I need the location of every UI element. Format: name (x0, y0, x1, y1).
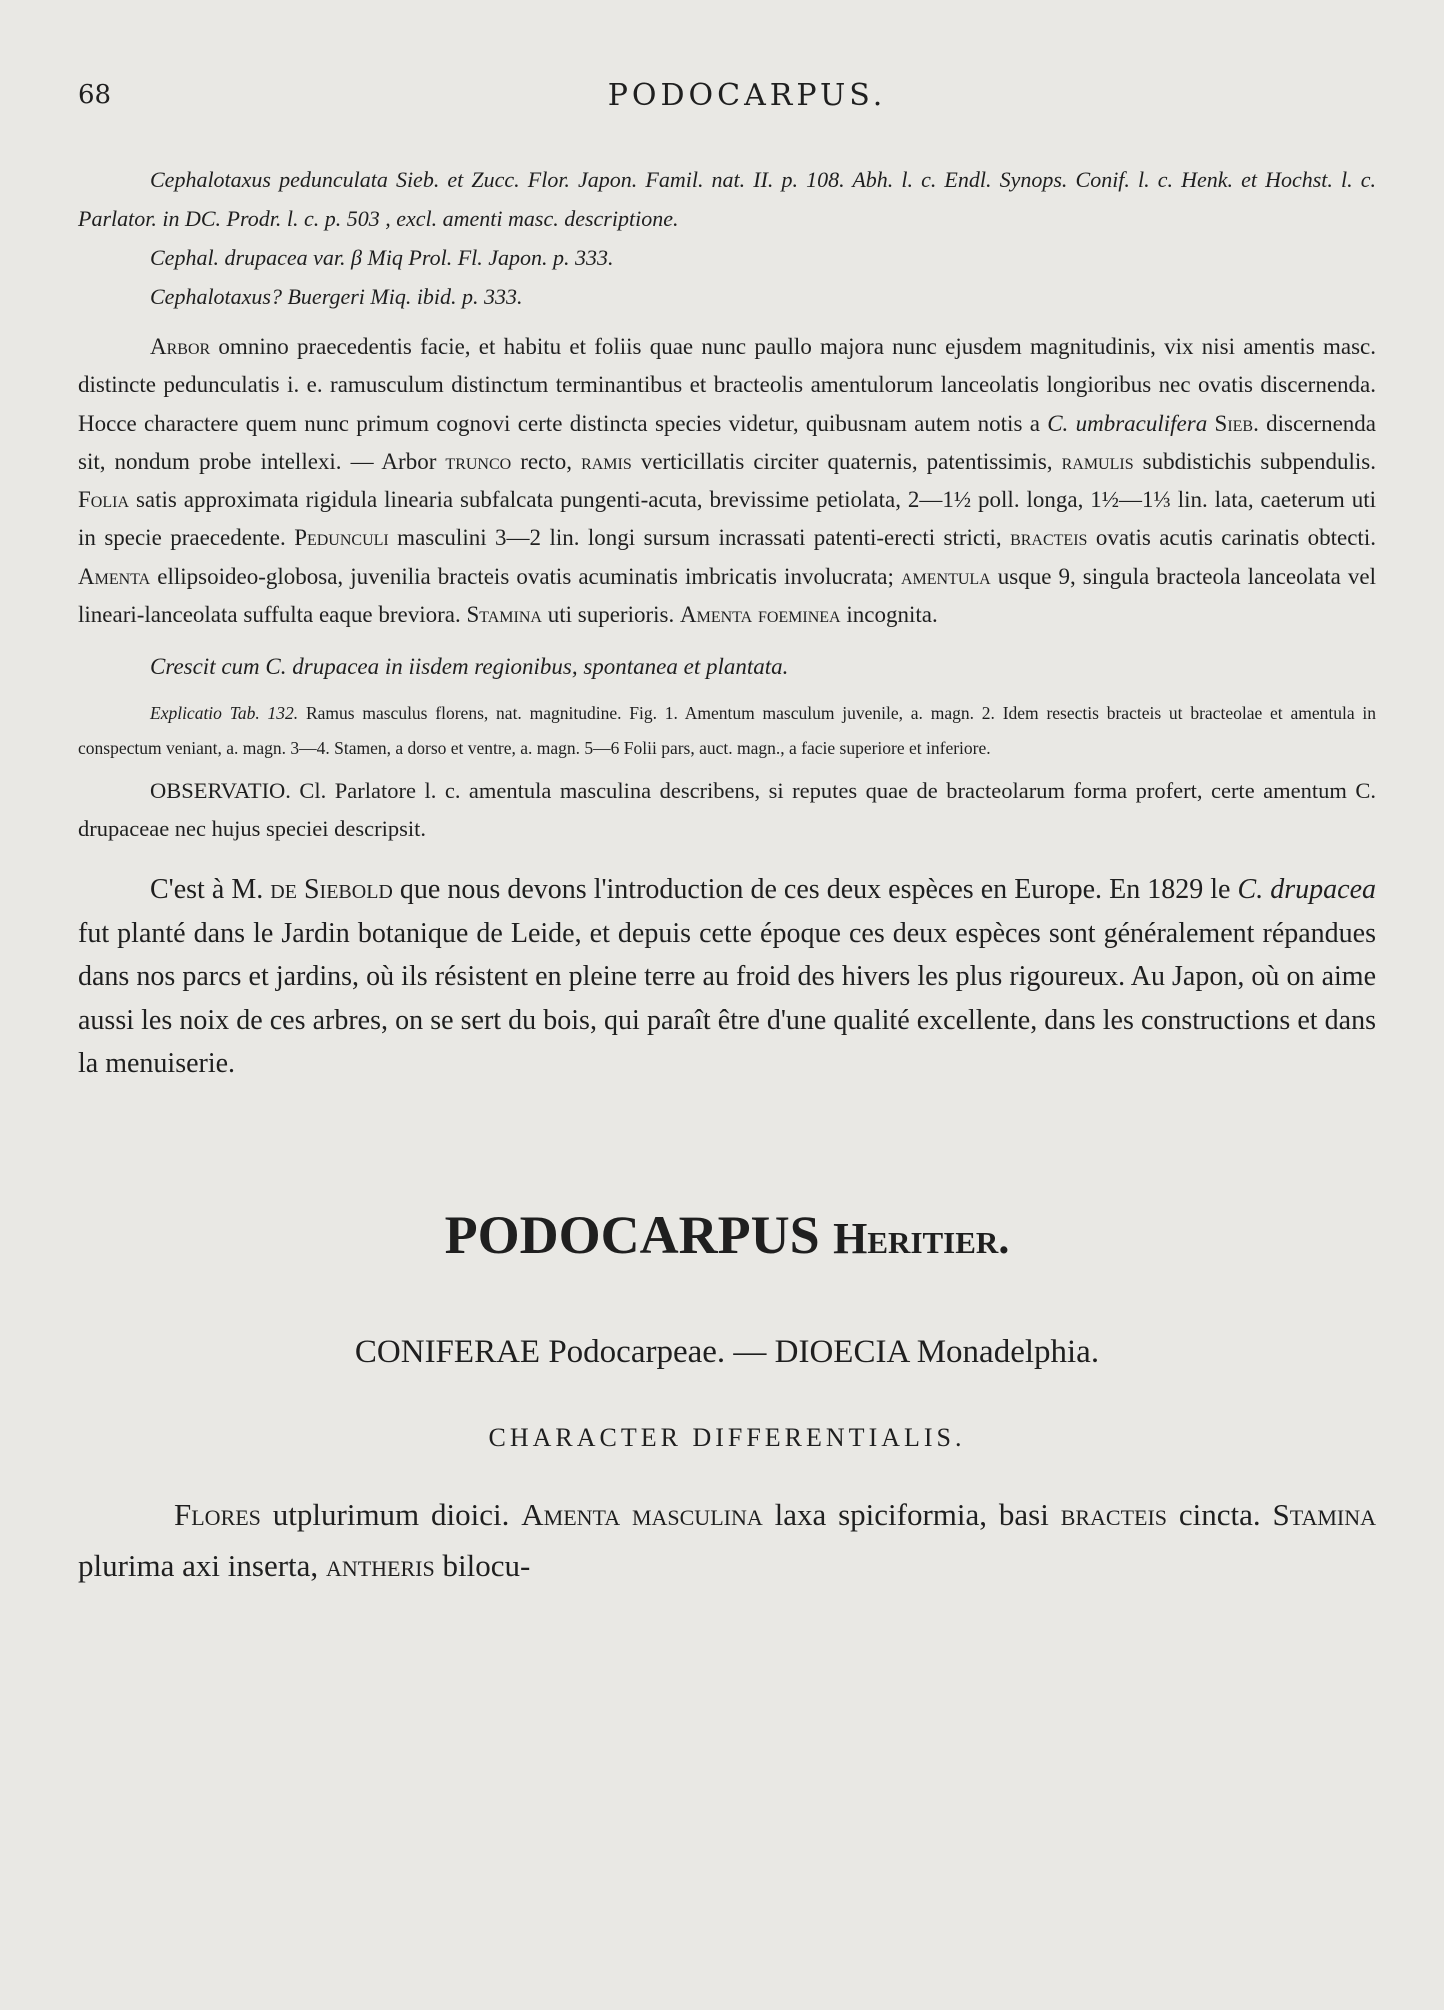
description-text-1: omnino praecedentis facie, et habitu et foliis quae nunc paullo majora nunc ejusdem magnitudinis, vix nisi amentis masc. distincte pedunculatis i. e. ramusculum distinctum terminantibus et bracteolis amentulorum lanceolatis longioribus nec ovatis discernenda. Hocce charactere quem nunc primum cognovi certe distincta species videtur, quibusnam autem notis a (78, 334, 1376, 436)
description-text-5: subdistichis subpendulis. (1133, 448, 1377, 474)
habitat-note: Crescit cum C. drupacea in iisdem regionibus, spontanea et plantata. (150, 654, 789, 680)
description-text-2: discernenda sit, nondum probe intellexi. — Arbor (78, 410, 1376, 474)
explanation-paragraph (78, 696, 1376, 766)
description-text-3: recto, (511, 448, 582, 474)
observation-paragraph (78, 772, 1376, 848)
character-heading: CHARACTER DIFFERENTIALIS. (488, 1422, 966, 1452)
synonym-1: Cephalotaxus pedunculata Sieb. et Zucc. Flor. Japon. Famil. nat. II. p. 108. Abh. l. c. Endl. Synops. Conif. l. c. Henk. et Hochst. l. c. Parlator. in DC. Prodr. l. c. p. 503 , excl. amenti masc. descriptione. (78, 167, 1376, 231)
character-text-4: plurima axi inserta, (78, 1547, 326, 1583)
term-amenta-foeminea: Amenta foeminea (679, 602, 841, 628)
character-paragraph (78, 1489, 1376, 1591)
genus-author: Heritier. (833, 1213, 1010, 1263)
term-ramulis: ramulis (1061, 448, 1134, 474)
character-text-5: bilocu- (434, 1547, 531, 1583)
observation-label: OBSERVATIO. (150, 778, 291, 804)
species-ref: C. drupacea (1237, 874, 1377, 906)
term-pedunculi: Pedunculi (294, 525, 389, 551)
term-amenta: Amenta (78, 563, 151, 589)
term-flores: Flores (174, 1496, 261, 1532)
term-antheris: antheris (325, 1547, 435, 1583)
term-amentula: amentula (900, 563, 991, 589)
character-text-1: utplurimum dioici. (260, 1496, 522, 1532)
description-text-6: satis approximata rigidula linearia subfalcata pungenti-acuta, brevissime petiolata, 2—1½ poll. longa, 1½—1⅓ lin. lata, caeterum uti in specie praecedente. (78, 487, 1376, 551)
description-text-11: uti superioris. (541, 602, 680, 628)
term-stamina: Stamina (1272, 1496, 1376, 1532)
genus-heading (78, 1204, 1376, 1266)
description-text-10: usque 9, singula bracteola lanceolata vel lineari-lanceolata suffulta eaque breviora. (78, 563, 1376, 628)
french-text-1: C'est à M. (150, 874, 271, 906)
french-text-2: que nous devons l'introduction de ces deux espèces en Europe. En 1829 le (392, 874, 1238, 906)
term-bracteis: bracteis (1010, 525, 1088, 551)
description-text-4: verticillatis circiter quaternis, patentissimis, (631, 448, 1062, 474)
description-text-8: ovatis acutis carinatis obtecti. (1087, 525, 1376, 551)
synonym-3: Cephalotaxus? Buergeri Miq. ibid. p. 333. (150, 284, 523, 309)
author-ref: Sieb. (1214, 410, 1259, 436)
genus-name: PODOCARPUS (444, 1204, 820, 1265)
person-name: de Siebold (270, 874, 393, 906)
explanation-label: Explicatio Tab. 132. (150, 703, 299, 724)
species-description (78, 328, 1376, 634)
species-ref: C. umbraculifera (1047, 410, 1208, 436)
observation-text: Cl. Parlatore l. c. amentula masculina describens, si reputes quae de bracteolarum forma profert, certe amentum C. drupaceae nec hujus speciei descripsit. (78, 778, 1376, 842)
description-text-12: incognita. (840, 602, 938, 628)
synonym-list (78, 160, 1376, 316)
character-text-3: cincta. (1167, 1496, 1273, 1532)
character-text (78, 1489, 1376, 1591)
page-header (78, 70, 1376, 120)
plate-explanation (78, 696, 1376, 766)
term-ramis: ramis (581, 448, 632, 474)
french-note (78, 868, 1376, 1086)
arbor-label: Arbor (150, 334, 211, 359)
explanation-text: Ramus masculus florens, nat. magnitudine. Fig. 1. Amentum masculum juvenile, a. magn. 2. Idem resectis bracteis ut bracteolae et amentula in conspectum veniant, a. magn. 3—4. Stamen, a dorso et ventre, a. magn. 5—6 Folii pars, auct. magn., a facie superiore et inferiore. (78, 703, 1376, 759)
french-text-3: fut planté dans le Jardin botanique de Leide, et depuis cette époque ces deux espèces sont généralement répandues dans nos parcs et jardins, où ils résistent en pleine terre au froid des hivers les plus rigoureux. Au Japon, où on aime aussi les noix de ces arbres, on se sert du bois, qui paraît être d'une qualité excellente, dans les constructions et dans la menuiserie. (78, 917, 1376, 1080)
observation (78, 772, 1376, 848)
family-line: CONIFERAE Podocarpeae. — DIOECIA Monadelphia. (354, 1333, 1100, 1370)
term-amenta-masculina: Amenta masculina (521, 1496, 763, 1532)
running-title: PODOCARPUS. (607, 78, 887, 113)
term-folia: Folia (78, 487, 130, 513)
term-stamina: Stamina (466, 602, 542, 628)
character-text-2: laxa spiciformia, basi (762, 1496, 1061, 1532)
synonym-2: Cephal. drupacea var. β Miq Prol. Fl. Japon. p. 333. (150, 245, 614, 270)
description-text-7: masculini 3—2 lin. longi sursum incrassati patenti-erecti stricti, (388, 525, 1011, 551)
term-bracteis: bracteis (1060, 1496, 1168, 1532)
description-paragraph (78, 328, 1376, 634)
description-text-9: ellipsoideo-globosa, juvenilia bracteis ovatis acuminatis imbricatis involucrata; (150, 563, 901, 589)
page-number: 68 (78, 80, 112, 110)
french-paragraph (78, 868, 1376, 1086)
term-trunco: trunco (445, 448, 512, 474)
